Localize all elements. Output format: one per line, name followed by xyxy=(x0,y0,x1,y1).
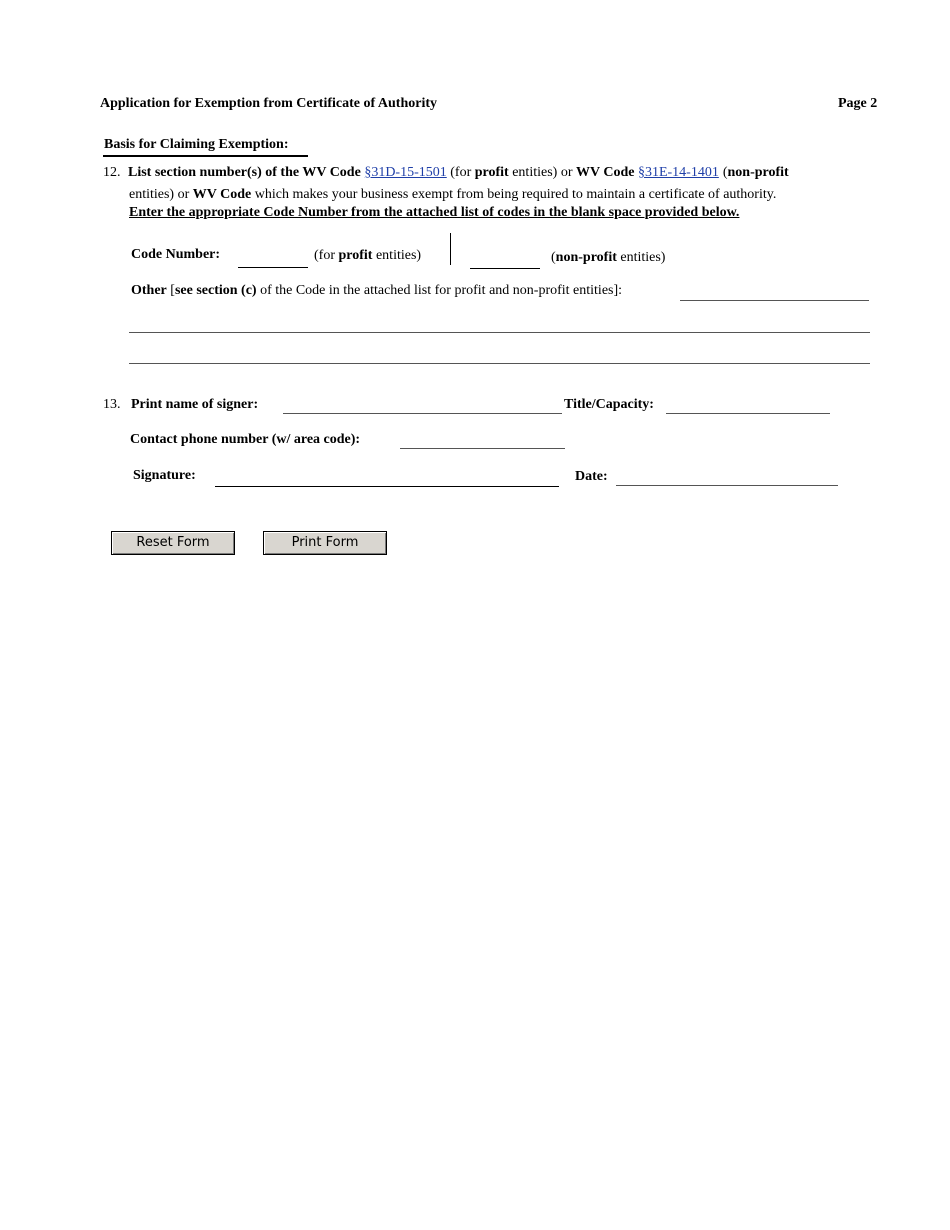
wv-code-text: WV Code xyxy=(575,165,635,180)
document-title: Application for Exemption from Certificate of Authority xyxy=(100,96,437,111)
wv-code-31e-link[interactable]: §31E-14-1401 xyxy=(637,165,719,180)
page-number: Page 2 xyxy=(838,96,878,111)
profit-entities-note xyxy=(314,248,421,264)
nonprofit-note-bold: non-profit xyxy=(555,250,617,265)
line2-start: entities) or xyxy=(129,187,190,202)
other-label: Other xyxy=(131,283,167,298)
title-capacity-label: Title/Capacity: xyxy=(564,397,654,412)
item-12-lead: List section number(s) of the WV Code xyxy=(128,165,361,180)
other-bracket: [ xyxy=(170,283,175,298)
phone-field[interactable] xyxy=(400,448,565,449)
section-heading-underline xyxy=(103,155,308,157)
entities-or-text: entities) or xyxy=(512,165,573,180)
profit-note-bold: profit xyxy=(338,248,373,263)
instruction-text: Enter the appropriate Code Number from the attached list of codes in the blank space provided below. xyxy=(129,205,740,220)
phone-label: Contact phone number (w/ area code): xyxy=(130,432,361,447)
print-form-button[interactable]: Print Form xyxy=(263,531,387,555)
other-field-1[interactable] xyxy=(680,300,869,301)
profit-text: profit xyxy=(474,165,509,180)
date-field[interactable] xyxy=(616,485,838,486)
for-text: (for xyxy=(450,165,472,180)
other-rest: of the Code in the attached list for profit and non-profit entities]: xyxy=(260,283,623,298)
signer-name-field[interactable] xyxy=(283,413,562,414)
signer-label: Print name of signer: xyxy=(131,397,259,412)
item-12-line-1 xyxy=(103,165,789,181)
profit-note-open: (for xyxy=(314,248,335,263)
profit-note-close: entities) xyxy=(375,248,422,263)
other-label-row xyxy=(131,283,622,299)
other-field-3[interactable] xyxy=(129,363,870,364)
code-divider xyxy=(450,233,451,265)
nonprofit-note-close: entities) xyxy=(620,250,666,265)
line2-wv-code: WV Code xyxy=(192,187,252,202)
item-13-number: 13. xyxy=(103,397,121,412)
other-bold: see section (c) xyxy=(174,283,257,298)
date-label: Date: xyxy=(575,469,608,484)
line2-rest: which makes your business exempt from being required to maintain a certificate of authority. xyxy=(254,187,777,202)
item-12-line-2 xyxy=(129,187,776,203)
wv-code-31d-link[interactable]: §31D-15-1501 xyxy=(364,165,447,180)
item-12-number: 12. xyxy=(103,165,121,180)
section-heading: Basis for Claiming Exemption: xyxy=(104,137,289,152)
other-field-2[interactable] xyxy=(129,332,870,333)
title-capacity-field[interactable] xyxy=(666,413,830,414)
nonprofit-note-open: ( xyxy=(551,250,556,265)
signature-label: Signature: xyxy=(133,468,196,483)
reset-form-button[interactable]: Reset Form xyxy=(111,531,235,555)
signature-field[interactable] xyxy=(215,486,559,487)
paren-open: ( xyxy=(722,165,728,180)
nonprofit-code-field[interactable] xyxy=(470,268,540,269)
code-number-label: Code Number: xyxy=(131,247,221,262)
profit-code-field[interactable] xyxy=(238,267,308,268)
nonprofit-entities-note xyxy=(551,250,665,266)
nonprofit-text: non-profit xyxy=(727,165,789,180)
